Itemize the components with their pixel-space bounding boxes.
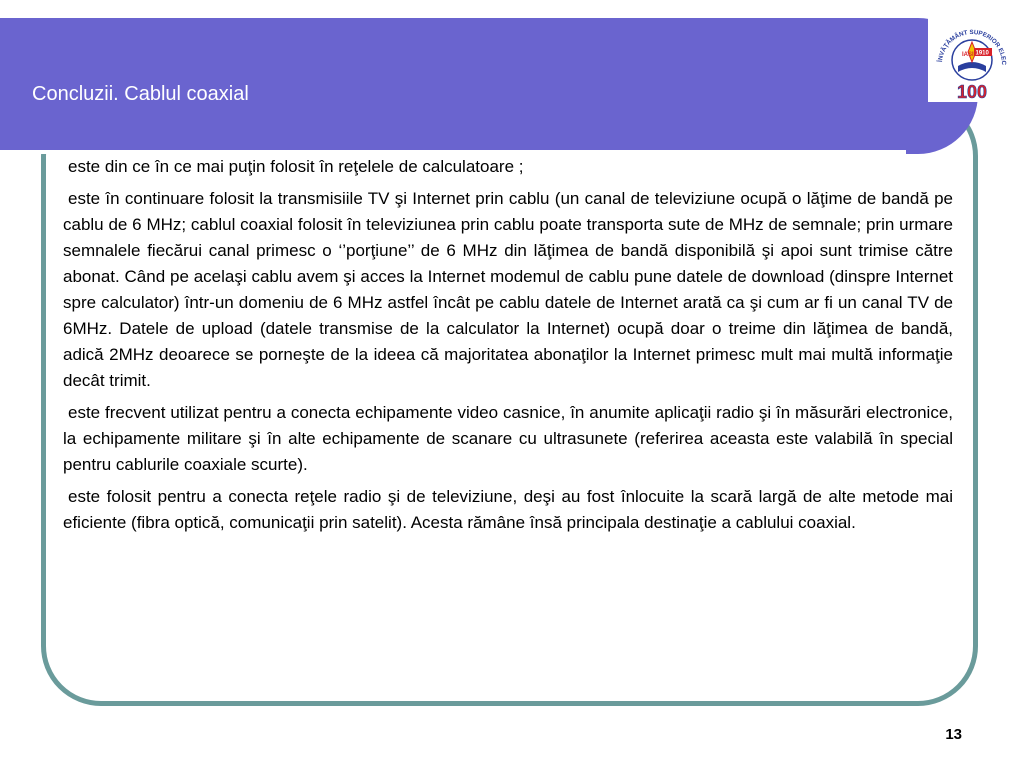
slide-title: Concluzii. Cablul coaxial: [32, 83, 249, 105]
logo-arc-text: ÎNVĂȚĂMÂNT SUPERIOR ELEC: [937, 28, 1008, 66]
paragraph: este frecvent utilizat pentru a conecta echipamente video casnice, în anumite aplicaţii radio şi în măsurări electronice, la echipamente militare şi în alte echipamente de scanare cu ultrasunete (referirea aceasta este valabilă în special pentru cablurile coaxiale scurte).: [63, 403, 953, 474]
paragraph: este folosit pentru a conecta reţele radio şi de televiziune, deşi au fost înlocuite la scară largă de alte metode mai eficiente (fibra optică, comunicaţii prin satelit). Acesta rămâne însă principala destinaţie a cablului coaxial.: [63, 487, 953, 532]
title-banner: [0, 18, 978, 154]
paragraph: este din ce în ce mai puţin folosit în reţelele de calculatoare ;: [68, 157, 524, 176]
university-logo: [928, 18, 1016, 102]
logo-city: IAȘI: [962, 52, 974, 58]
paragraph: este în continuare folosit la transmisiile TV şi Internet prin cablu (un canal de televiziune ocupă o lăţime de bandă pe cablu de 6 MHz; cablul coaxial folosit în televiziunea prin cablu poate transporta sute de MHz de semnale; prin urmare semnalele fiecărui canal primesc o ‘’porţiune’’ de 6 MHz din lăţimea de bandă disponibilă şi apoi sunt trimise către abonat. Când pe acelaşi cablu avem şi acces la Internet modemul de cablu pune datele de download (dinspre Internet spre calculator) într-un domeniu de 6 MHz astfel încât pe cablu datele de Internet arată ca şi cum ar fi un canal TV de 6MHz. Datele de upload (datele transmise de la calculator la Internet) ocupă doar o treime din lăţimea de bandă, adică 2MHz deoarece se porneşte de la ideea că majoritatea abonaţilor la Internet primesc mult mai multă informaţie decât trimit.: [63, 189, 953, 390]
page-number: 13: [945, 726, 962, 743]
slide-body: [63, 154, 953, 542]
logo-year: 1910: [975, 50, 989, 57]
logo-anniversary: 100: [956, 82, 988, 102]
centenary-emblem-icon: [928, 18, 1016, 102]
